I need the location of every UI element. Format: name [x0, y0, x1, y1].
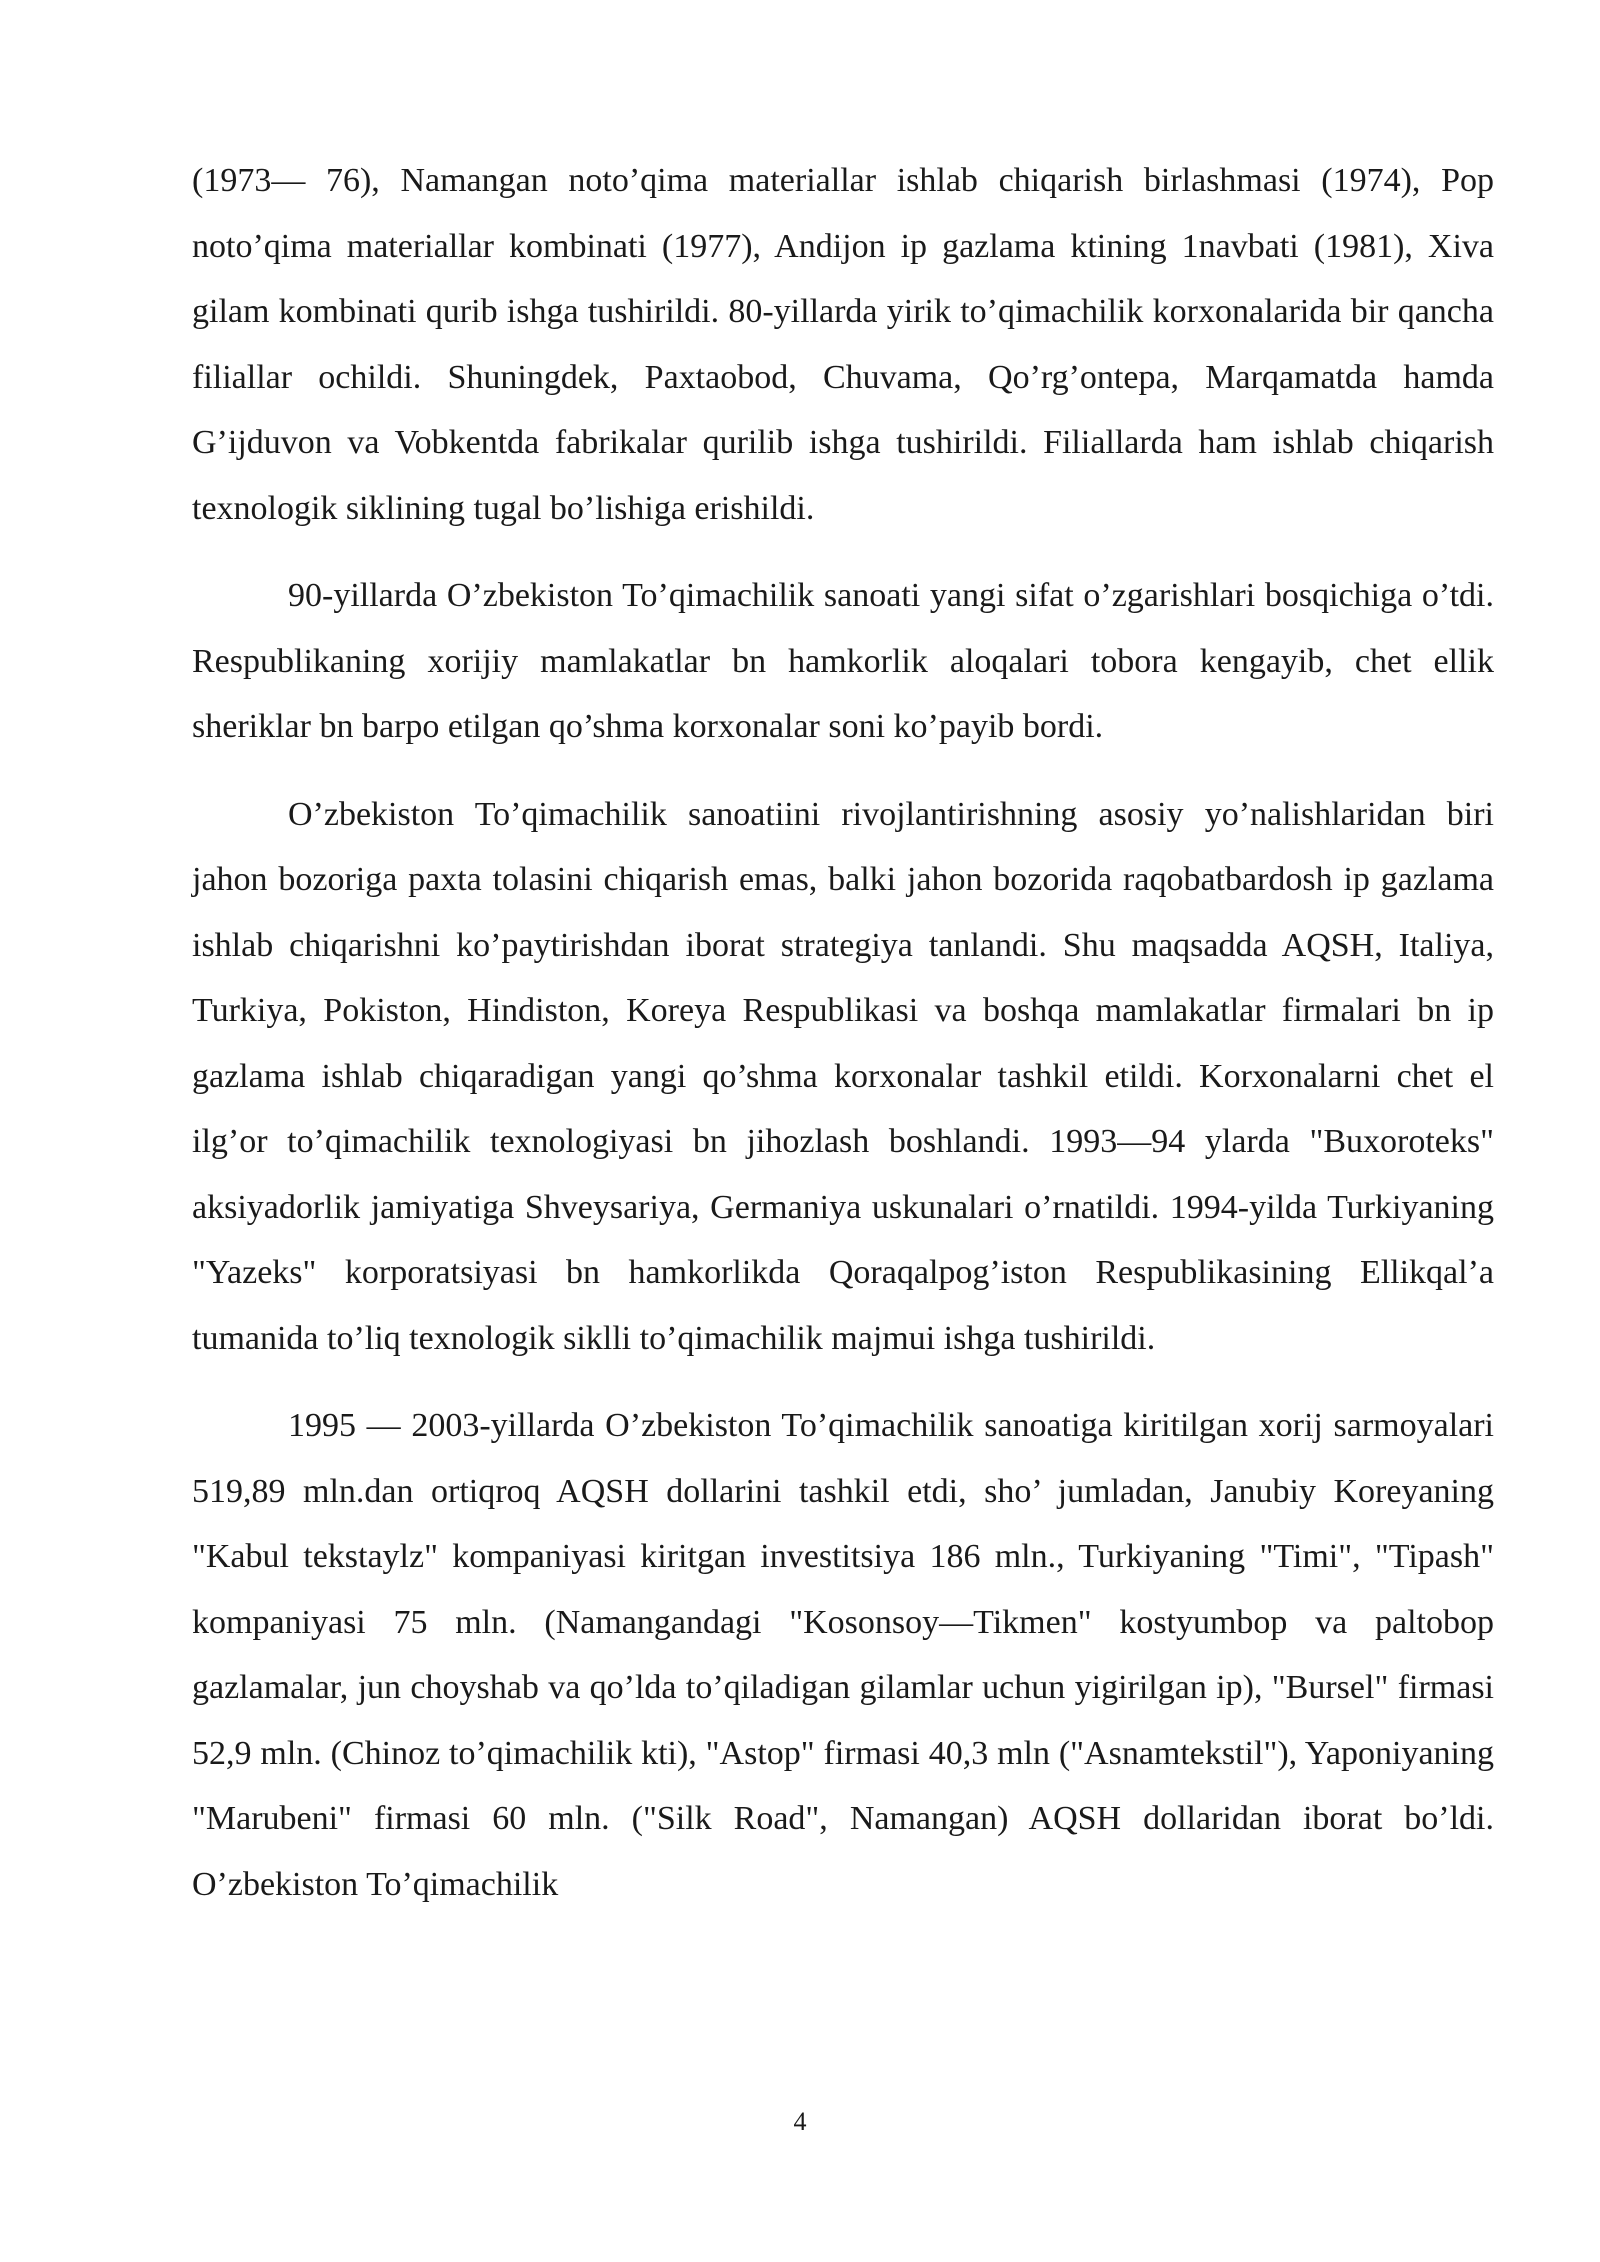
- paragraph-2: 90-yillarda O’zbekiston To’qimachilik sanoati yangi sifat o’zgarishlari bosqichiga o’tdi. Respublikaning xorijiy mamlakatlar bn hamkorlik aloqalari tobora kengayib, chet ellik sheriklar bn barpo etilgan qo’shma korxonalar soni ko’payib bordi.: [192, 577, 1494, 745]
- paragraph-4: 1995 — 2003-yillarda O’zbekiston To’qimachilik sanoatiga kiritilgan xorij sarmoyalari 519,89 mln.dan ortiqroq AQSH dollarini tashkil etdi, sho’ jumladan, Janubiy Koreyaning "Kabul tekstaylz" kompaniyasi kiritgan investitsiya 186 mln., Turkiyaning "Timi", "Tipash" kompaniyasi 75 mln. (Namangandagi "Kosonsoy—Tikmen" kostyumbop va paltobop gazlamalar, jun choyshab va qo’lda to’qiladigan gilamlar uchun yigirilgan ip), "Bursel" firmasi 52,9 mln. (Chinoz to’qimachilik kti), "Astop" firmasi 40,3 mln ("Asnamtekstil"), Yaponiyaning "Marubeni" firmasi 60 mln. ("Silk Road", Namangan) AQSH dollaridan iborat bo’ldi. O’zbekiston To’qimachilik: [192, 1407, 1494, 1903]
- body-text: [192, 148, 1494, 1939]
- page-number: 4: [793, 2107, 807, 2136]
- paragraph-1: (1973— 76), Namangan noto’qima materiallar ishlab chiqarish birlashmasi (1974), Pop noto’qima materiallar kombinati (1977), Andijon ip gazlama ktining 1navbati (1981), Xiva gilam kombinati qurib ishga tushirildi. 80-yillarda yirik to’qimachilik korxonalarida bir qancha filiallar ochildi. Shuningdek, Paxtaobod, Chuvama, Qo’rg’ontepa, Marqamatda hamda G’ijduvon va Vobkentda fabrikalar qurilib ishga tushirildi. Filiallarda ham ishlab chiqarish texnologik siklining tugal bo’lishiga erishildi.: [192, 162, 1494, 527]
- paragraph-3: O’zbekiston To’qimachilik sanoatiini rivojlantirishning asosiy yo’nalishlaridan biri jahon bozoriga paxta tolasini chiqarish emas, balki jahon bozorida raqobatbardosh ip gazlama ishlab chiqarishni ko’paytirishdan iborat strategiya tanlandi. Shu maqsadda AQSH, Italiya, Turkiya, Pokiston, Hindiston, Koreya Respublikasi va boshqa mamlakatlar firmalari bn ip gazlama ishlab chiqaradigan yangi qo’shma korxonalar tashkil etildi. Korxonalarni chet el ilg’or to’qimachilik texnologiyasi bn jihozlash boshlandi. 1993—94 ylarda "Buxoroteks" aksiyadorlik jamiyatiga Shveysariya, Germaniya uskunalari o’rnatildi. 1994-yilda Turkiyaning "Yazeks" korporatsiyasi bn hamkorlikda Qoraqalpog’iston Respublikasining Ellikqal’a tumanida to’liq texnologik siklli to’qimachilik majmui ishga tushirildi.: [192, 795, 1494, 1357]
